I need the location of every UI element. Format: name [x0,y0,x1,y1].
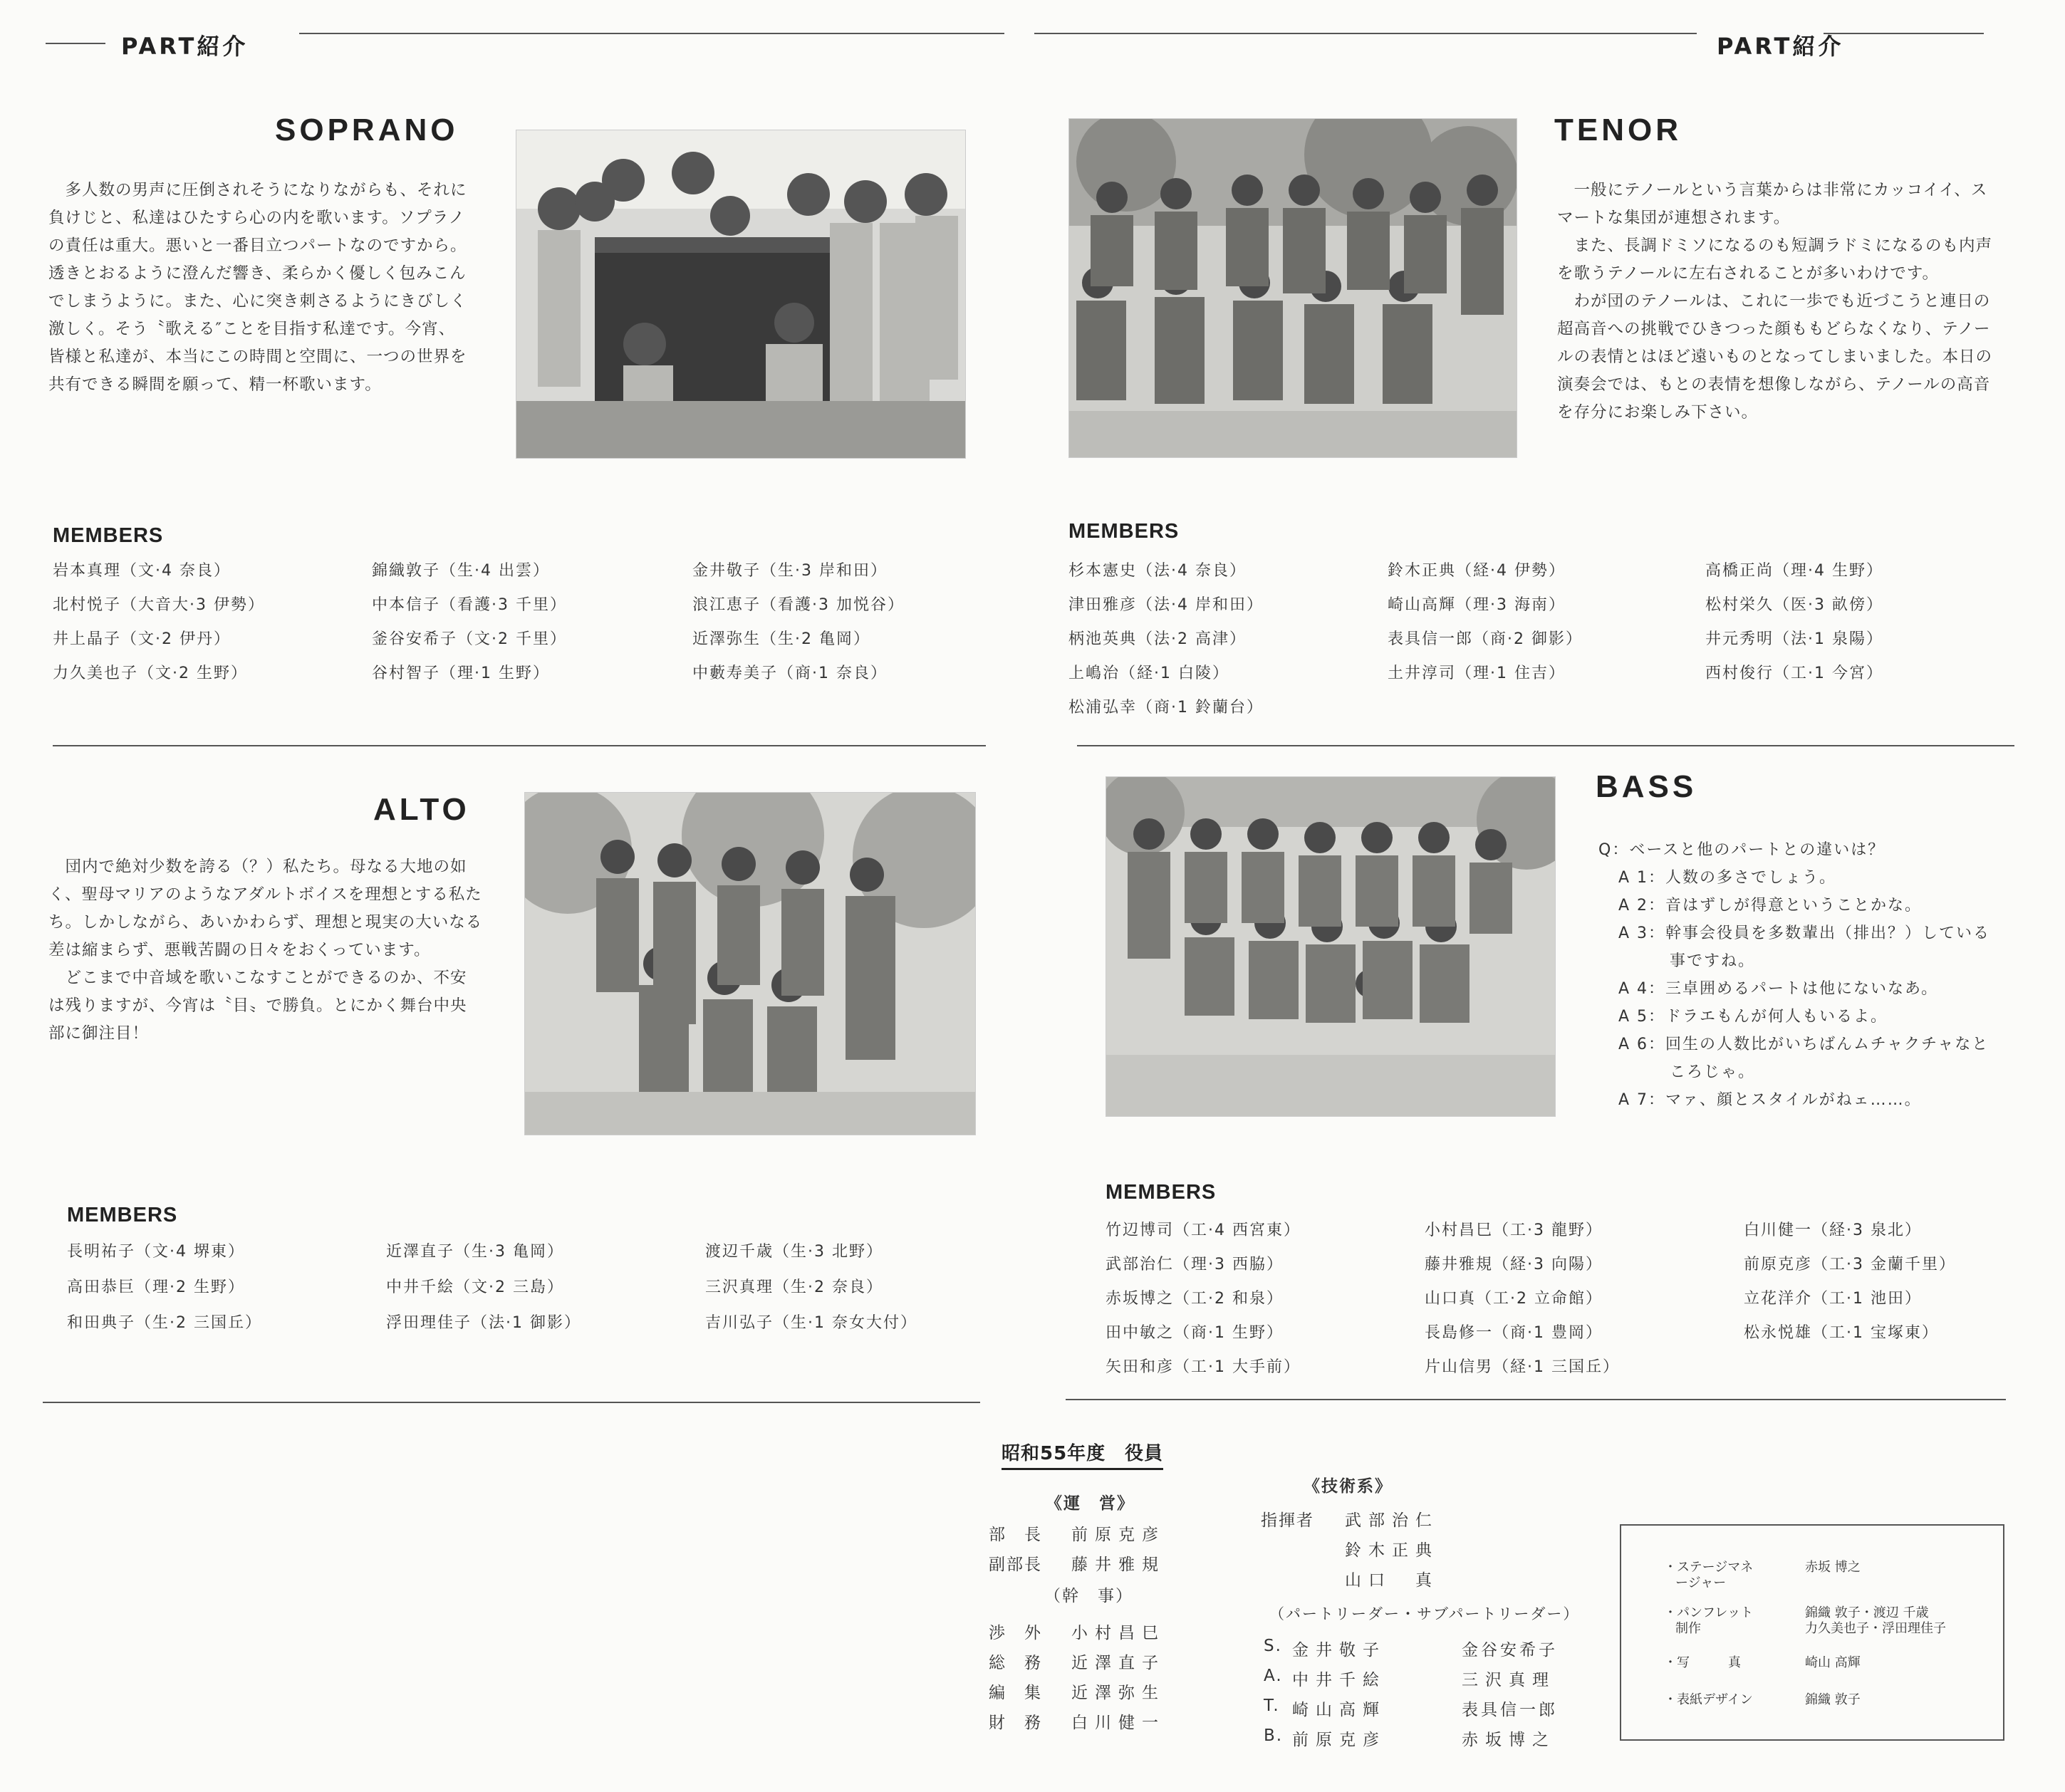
header-rule-right-a [1034,33,1697,34]
soprano-divider [53,745,986,746]
qa-line: A 2：音はずしが得意ということかな。 [1618,897,1923,915]
staff-role: ・パンフレット [1664,1605,1754,1620]
tenor-divider [1077,745,2014,746]
soprano-description [48,177,469,399]
qa-line: A 6：回生の人数比がいちばんムチャクチャなと [1618,1036,1989,1053]
staff-box [1620,1524,2004,1741]
member-entry: 松浦弘幸（商·1 鈴蘭台） [1068,699,1264,717]
leader-name: 前原克彦 [1292,1731,1386,1749]
alto-description [48,853,483,1048]
tenor-paragraph: わが団のテノールは、これに一歩でも近づこうと連日の超高音への挑戦でひきつった顔ももどらなくなり、テノールの表情とはほど遠いものとなってしまいました。本日の演奏会では、もとの表情を想像しながら、テノールの高音を存分にお楽しみ下さい。 [1557,292,1993,422]
member-entry: 岩本真理（文·4 奈良） [53,562,231,580]
member-entry: 鈴木正典（経·4 伊勢） [1388,562,1566,580]
qa-line: 事ですね。 [1670,952,1756,970]
member-entry: 高橋正尚（理·4 生野） [1705,562,1883,580]
tenor-title: TENOR [1554,113,1682,147]
member-entry: 近澤直子（生·3 亀岡） [386,1243,564,1261]
soprano-members-heading: MEMBERS [53,524,164,547]
officer-role: 副部長 [989,1556,1042,1574]
officer-role: 渉 外 [989,1624,1042,1642]
alto-divider [43,1402,980,1403]
member-entry: 西村俊行（工·1 今宮） [1705,665,1883,682]
member-entry: 前原克彦（工·3 金蘭千里） [1744,1256,1956,1273]
conductor-name: 武部治仁 [1345,1511,1439,1530]
qa-line: A 4：三卓囲めるパートは他にないなあ。 [1618,980,1939,998]
sub-leader-name: 三沢真理 [1462,1671,1556,1689]
tenor-group-photo [1068,118,1517,458]
member-entry: 高田恭巨（理·2 生野） [67,1278,245,1296]
member-entry: 柄池英典（法·2 高津） [1068,630,1247,648]
member-entry: 杉本憲史（法·4 奈良） [1068,562,1247,580]
staff-name-cont: 力久美也子・浮田理佳子 [1805,1621,1946,1636]
member-entry: 赤坂博之（工·2 和泉） [1106,1290,1284,1308]
officer-name: 藤井雅規 [1071,1556,1165,1574]
member-entry: 片山信男（経·1 三国丘） [1425,1358,1620,1376]
member-entry: 松村栄久（医·3 畝傍） [1705,596,1883,614]
soprano-group-photo [516,130,966,459]
tenor-description [1557,177,1999,427]
sub-leader-name: 金谷安希子 [1462,1641,1558,1660]
officer-role: 総 務 [989,1654,1042,1672]
member-entry: 白川健一（経·3 泉北） [1744,1221,1922,1239]
staff-role: ・ステージマネ [1664,1560,1754,1575]
bass-members-heading: MEMBERS [1106,1181,1217,1204]
soprano-paragraph: 多人数の男声に圧倒されそうになりながらも、それに負けじと、私達はひたすら心の内を歌います。ソプラノの責任は重大。悪いと一番目立つパートなのですから。透きとおるように澄んだ響き、柔らかく優しく包みこんでしまうように。また、心に突き刺さるようにきびしく激しく。そう〝歌える″ことを目指す私達です。今宵、皆様と私達が、本当にこの時間と空間に、一つの世界を共有できる瞬間を願って、精一杯歌います。 [48,181,467,394]
member-entry: 矢田和彦（工·1 大手前） [1106,1358,1301,1376]
leader-part: B. [1264,1726,1284,1745]
conductor-label: 指揮者 [1261,1511,1314,1530]
bass-group-photo [1106,776,1556,1117]
staff-role-cont: ージャー [1675,1575,1727,1590]
member-entry: 中藪寿美子（商·1 奈良） [692,665,888,682]
member-entry: 釜谷安希子（文·2 千里） [372,630,567,648]
alto-paragraph: 団内で絶対少数を誇る（？）私たち。母なる大地の如く、聖母マリアのようなアダルトボイスを理想とする私たち。しかしながら、あいかわらず、理想と現実の大いなる差は縮まらず、悪戦苦闘の日々をおくっています。 [48,858,483,959]
leaders-heading: （パートリーダー・サブパートリーダー） [1269,1605,1580,1622]
member-entry: 山口真（工·2 立命館） [1425,1290,1603,1308]
alto-paragraph: どこまで中音域を歌いこなすことができるのか、不安は残りますが、今宵は〝目〟で勝負。とにかく舞台中央部に御注目！ [48,969,467,1043]
header-rule-left-b [299,33,1004,34]
soprano-title: SOPRANO [275,113,459,147]
leader-part: S. [1264,1637,1282,1655]
staff-role-cont: 制作 [1675,1621,1701,1636]
conductor-name: 鈴木正典 [1345,1541,1439,1560]
sub-leader-name: 赤坂博之 [1462,1731,1556,1749]
member-entry: 中井千絵（文·2 三島） [386,1278,564,1296]
management-heading: 《運 営》 [1046,1494,1135,1513]
member-entry: 藤井雅規（経·3 向陽） [1425,1256,1603,1273]
member-entry: 浮田理佳子（法·1 御影） [386,1314,581,1332]
member-entry: 井元秀明（法·1 泉陽） [1705,630,1883,648]
staff-name: 錦織 敦子・渡辺 千歳 [1805,1605,1929,1620]
member-entry: 土井淳司（理·1 住吉） [1388,665,1566,682]
sub-leader-name: 表具信一郎 [1462,1701,1558,1719]
alto-group-photo [524,792,976,1135]
qa-line: ころじゃ。 [1670,1063,1756,1081]
conductor-name: 山口 真 [1345,1571,1439,1590]
qa-line: A 7：マァ、顔とスタイルがねェ……。 [1618,1091,1922,1109]
member-entry: 渡辺千歳（生·3 北野） [705,1243,883,1261]
member-entry: 武部治仁（理·3 西脇） [1106,1256,1284,1273]
officer-name: 白川健一 [1071,1714,1165,1732]
officer-name: 小村昌巳 [1071,1624,1165,1642]
part-intro-label-left: PART紹介 [121,33,249,60]
member-entry: 田中敏之（商·1 生野） [1106,1324,1284,1342]
officer-name: 前原克彦 [1071,1526,1165,1544]
tenor-paragraph: 一般にテノールという言葉からは非常にカッコイイ、スマートな集団が連想されます。 [1557,181,1988,227]
tenor-paragraph: また、長調ドミソになるのも短調ラドミになるのも内声を歌うテノールに左右されることが多いわけです。 [1557,236,1993,283]
leader-name: 崎山高輝 [1292,1701,1386,1719]
member-entry: 長島修一（商·1 豊岡） [1425,1324,1603,1342]
member-entry: 金井敬子（生·3 岸和田） [692,562,888,580]
member-entry: 近澤弥生（生·2 亀岡） [692,630,870,648]
member-entry: 中本信子（看護·3 千里） [372,596,567,614]
staff-role: ・表紙デザイン [1664,1692,1753,1707]
member-entry: 小村昌巳（工·3 龍野） [1425,1221,1603,1239]
member-entry: 立花洋介（工·1 池田） [1744,1290,1922,1308]
bass-title: BASS [1596,769,1697,804]
qa-line: A 3：幹事会役員を多数輩出（排出？）している [1618,924,1991,942]
member-entry: 三沢真理（生·2 奈良） [705,1278,883,1296]
member-entry: 北村悦子（大音大·3 伊勢） [53,596,265,614]
officer-name: 近澤弥生 [1071,1684,1165,1702]
member-entry: 吉川弘子（生·1 奈女大付） [705,1314,917,1332]
qa-line: Q：ベースと他のパートとの違いは？ [1598,841,1885,859]
staff-role: ・写 真 [1664,1655,1741,1670]
member-entry: 長明祐子（文·4 堺東） [67,1243,245,1261]
staff-name: 赤坂 博之 [1805,1560,1861,1575]
staff-name: 崎山 高輝 [1805,1655,1861,1670]
member-entry: 津田雅彦（法·4 岸和田） [1068,596,1264,614]
officer-role: 部 長 [989,1526,1042,1544]
officers-title: 昭和55年度 役員 [1002,1439,1163,1470]
leader-name: 中井千絵 [1292,1671,1386,1689]
staff-name: 錦織 敦子 [1805,1692,1861,1707]
officer-role: 編 集 [989,1684,1042,1702]
tech-heading: 《技術系》 [1304,1477,1393,1496]
member-entry: 和田典子（生·2 三国丘） [67,1314,262,1332]
member-entry: 浪江恵子（看護·3 加悦谷） [692,596,905,614]
kanji-heading: （幹 事） [1044,1587,1133,1605]
qa-line: A 5：ドラエもんが何人もいるよ。 [1618,1008,1888,1026]
member-entry: 表具信一郎（商·2 御影） [1388,630,1583,648]
qa-line: A 1：人数の多さでしょう。 [1618,869,1837,887]
leader-part: A. [1264,1667,1283,1685]
member-entry: 力久美也子（文·2 生野） [53,665,248,682]
member-entry: 井上晶子（文·2 伊丹） [53,630,231,648]
member-entry: 松永悦雄（工·1 宝塚東） [1744,1324,1939,1342]
member-entry: 谷村智子（理·1 生野） [372,665,550,682]
part-intro-label-right: PART紹介 [1717,33,1844,60]
leader-name: 金井敬子 [1292,1641,1386,1660]
member-entry: 錦織敦子（生·4 出雲） [372,562,550,580]
leader-part: T. [1264,1697,1280,1715]
header-rule-left-a [46,43,105,44]
officer-name: 近澤直子 [1071,1654,1165,1672]
member-entry: 竹辺博司（工·4 西宮東） [1106,1221,1301,1239]
tenor-members-heading: MEMBERS [1068,520,1180,543]
header-rule-right-b [1824,33,1984,34]
officer-role: 財 務 [989,1714,1042,1732]
alto-members-heading: MEMBERS [67,1204,178,1226]
member-entry: 上嶋治（経·1 白陵） [1068,665,1229,682]
alto-title: ALTO [373,792,470,827]
member-entry: 崎山高輝（理·3 海南） [1388,596,1566,614]
bass-divider [1066,1399,2006,1400]
